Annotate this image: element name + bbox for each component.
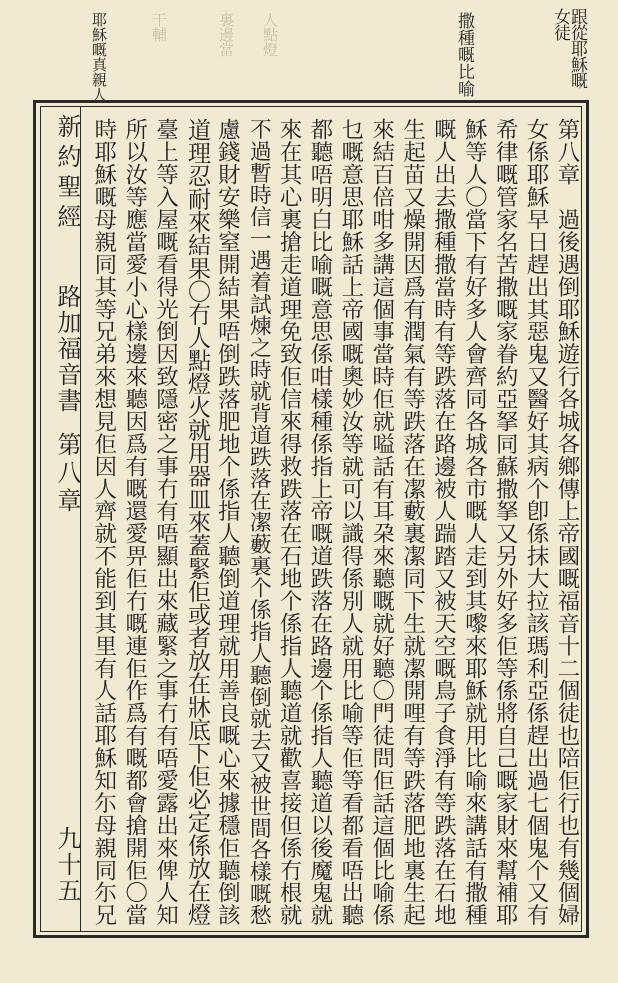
- chapter-label: 第八章: [53, 432, 81, 516]
- page-number: 九十五: [53, 826, 81, 904]
- text-column: 道理忍耐來結果〇冇人點燈火就用器皿來蓋緊佢或者放在牀底下佢必定係放在燈: [183, 118, 210, 926]
- gospel-title: 路加福音書: [53, 284, 81, 414]
- text-column: 第八章 過後遇倒耶穌遊行各城各鄉傳上帝國嘅福音十二個徒也陪佢行也有幾個婦: [554, 118, 580, 926]
- text-column: 不過暫時信一遇着試煉之時就背道跌落在㓗藪裏个係指人聽倒就去又被世間各樣嘅愁: [246, 118, 272, 926]
- text-column: 臺上等入屋嘅看得光倒因致隱密之事冇有唔顯出來藏緊之事冇有唔愛露出來俾人知: [152, 118, 179, 926]
- text-column: 所以汝等應當愛小心樣邊來聽因爲有嘅還愛畀佢冇嘅連佢作爲有嘅都會搶開佢〇當: [121, 118, 148, 926]
- text-column: 來在其心裏搶走道理免致佢信來得救跌落在石地个係指人聽道就歡喜接但係冇根就: [276, 118, 303, 926]
- text-column: 慮錢財安樂窒開結果唔倒跌落肥地个係指人聽倒道理就用善良嘅心來據穩佢聽倒該: [214, 118, 241, 926]
- running-head: [41, 114, 79, 930]
- margin-note: 跟從耶穌嘅女徒: [550, 8, 587, 88]
- faint-margin-note: 干輔: [150, 12, 168, 42]
- faint-margin-note: 裏邊當: [217, 12, 235, 57]
- book-title: 新約聖經: [53, 114, 81, 234]
- text-column: 生起苗又燥開因爲有潤氣有等跌落在㓗藪裏㓗同下生就㓗開哩有等跌落肥地裏生起: [399, 118, 426, 926]
- text-column: 女係耶穌早日趕出其惡鬼又醫好其病个卽係抹大拉該瑪利亞係趕出過七個鬼个又有: [523, 118, 550, 926]
- text-column: 嘅人出去撒種撒當時有等跌落在路邊被人踹踏又被天空嘅鳥子食淨有等跌落在石地: [430, 118, 457, 926]
- faint-margin-note: 人點燈: [261, 12, 279, 57]
- text-column: 希律嘅管家名苦撒嘅家眷約亞拏同蘇撒拏又另外好多佢等係將自己嘅家財來幫補耶: [492, 118, 519, 926]
- text-column: 都聽唔明白比喻嘅意思係咁樣種係指上帝嘅道跌落在路邊个係指人聽道以後魔鬼就: [307, 118, 333, 926]
- text-column: 乜嘅意思耶穌話上帝國嘅奧妙汝等就可以識得係別人就用比喻等佢等看都看唔出聽: [337, 118, 364, 926]
- text-column: 時耶穌嘅母親同其等兄弟來想見佢因人齊就不能到其里有人話耶穌知尓母親同尓兄: [90, 118, 117, 926]
- text-column: 穌等人〇當下有好多人會齊同各城各市嘅人走到其嚟來耶穌就用比喻來講話有撒種: [461, 118, 488, 926]
- margin-note: 耶穌嘅真親人: [90, 12, 108, 102]
- text-column: 來結百倍咁多講這個事當時佢就嗌話有耳朶來聽嘅就好聽〇門徒問佢話這個比喻係: [368, 118, 395, 926]
- margin-note: 撒種嘅比喻: [454, 12, 474, 97]
